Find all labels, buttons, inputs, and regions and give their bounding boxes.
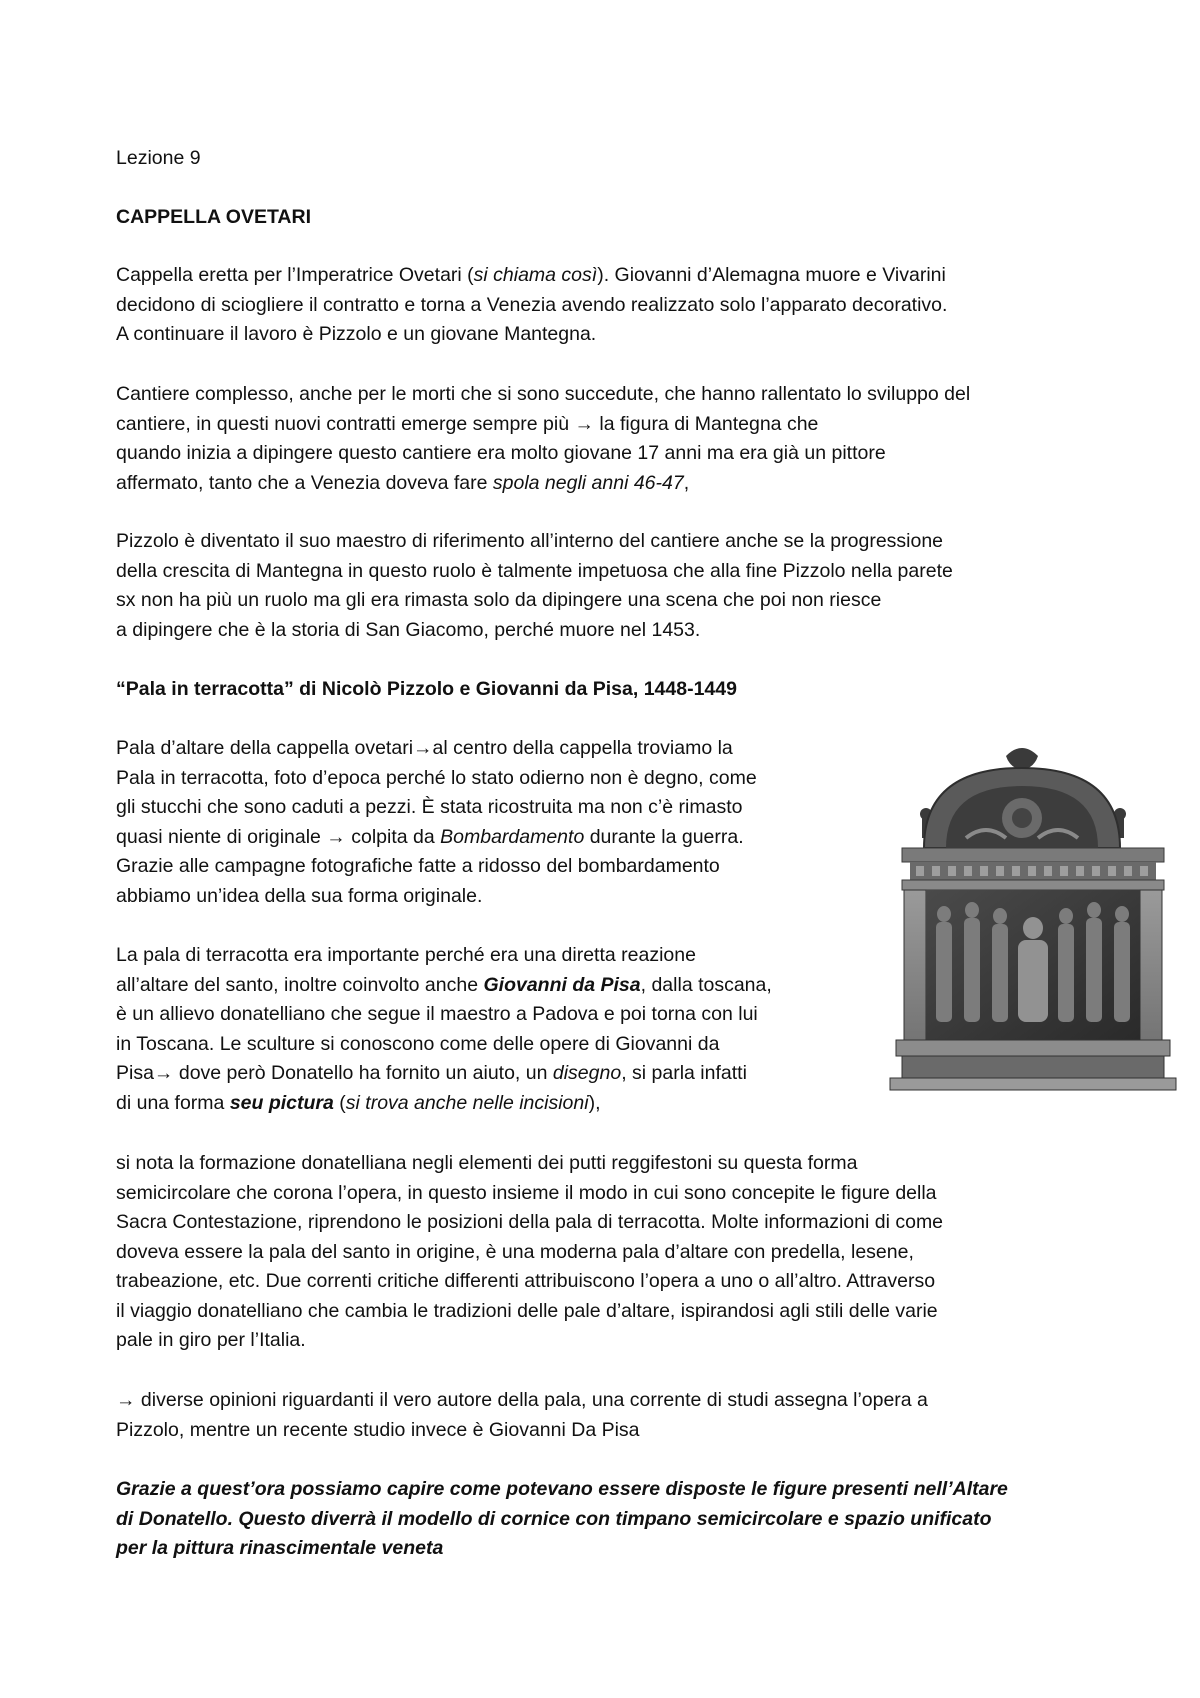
predella (896, 1040, 1170, 1056)
paragraph-pizzolo: Pizzolo è diventato il suo maestro di riferimento all’interno del cantiere anche se la progressione della crescita di Mantegna in questo ruolo è talmente impetuosa che alla fine Pizzolo nella parete sx non ha più un ruolo ma gli era rimasta solo da dipingere una scena che poi non riesce a dipingere che è la storia di San Giacomo, perché muore nel 1453. (116, 530, 953, 641)
entablature (902, 848, 1164, 862)
paragraph-cantiere: Cantiere complesso, anche per le morti che si sono succedute, che hanno rallentato lo sviluppo del cantiere, in questi nuovi contratti emerge sempre più → la figura di Mantegna che quando inizia a dipingere questo cantiere era molto giovane 17 anni ma era già un pittore affermato, tanto che a Venezia doveva fare spola negli anni 46-47, (116, 383, 971, 494)
pala-heading: “Pala in terracotta” di Nicolò Pizzolo e Giovanni da Pisa, 1448-1449 (116, 678, 737, 700)
paragraph-conclusione: Grazie a quest’ora possiamo capire come potevano essere disposte le figure presenti nell’Altare di Donatello. Questo diverrà il modello di cornice con timpano semicircolare e spazio unificato per la pittura rinascimentale veneta (116, 1478, 1008, 1559)
relief-figures (936, 902, 1130, 1022)
paragraph-pala-altare: Pala d’altare della cappella ovetari→al centro della cappella troviamo la Pala in terracotta, foto d’epoca perché lo stato odierno non è degno, come gli stucchi che sono caduti a pezzi. È stata ricostruita ma non c’è rimasto quasi niente di originale → colpita da Bombardamento durante la guerra. Grazie alle campagne fotografiche fatte a ridosso del bombardamento abbiamo un’idea della sua forma originale. (116, 737, 757, 907)
section-title: CAPPELLA OVETARI (116, 206, 312, 228)
paragraph-terracotta: La pala di terracotta era importante perché era una diretta reazione all’altare del santo, inoltre coinvolto anche Giovanni da Pisa, dalla toscana, è un allievo donatelliano che segue il maestro a Padova e poi torna con lui in Toscana. Le sculture si conoscono come delle opere di Giovanni da Pisa→ dove però Donatello ha fornito un aiuto, un disegno, si parla infatti di una forma seu pictura (si trova anche nelle incisioni), (116, 944, 772, 1114)
altarpiece-illustration (882, 742, 1178, 1098)
altarpiece-photo (882, 742, 1178, 1098)
paragraph-formazione: si nota la formazione donatelliana negli elementi dei putti reggifestoni su questa forma semicircolare che corona l’opera, in questo insieme il modo in cui sono concepite le figure della Sacra Contestazione, riprendono le posizioni della pala di terracotta. Molte informazioni di come doveva essere la pala del santo in origine, è una moderna pala d’altare con predella, lesene, trabeazione, etc. Due correnti critiche differenti attribuiscono l’opera a uno o all’altro. Attraverso il viaggio donatelliano che cambia le tradizioni delle pale d’altare, ispirandosi agli stili delle varie pale in giro per l’Italia. (116, 1152, 944, 1351)
lesson-label: Lezione 9 (116, 147, 201, 169)
paragraph-opinioni: → diverse opinioni riguardanti il vero autore della pala, una corrente di studi assegna l’opera a Pizzolo, mentre un recente studio invece è Giovanni Da Pisa (116, 1389, 928, 1441)
paragraph-intro: Cappella eretta per l’Imperatrice Ovetari (si chiama così). Giovanni d’Alemagna muore e Vivarini decidono di sciogliere il contratto e torna a Venezia avendo realizzato solo l’apparato decorativo. A continuare il lavoro è Pizzolo e un giovane Mantegna. (116, 264, 948, 345)
